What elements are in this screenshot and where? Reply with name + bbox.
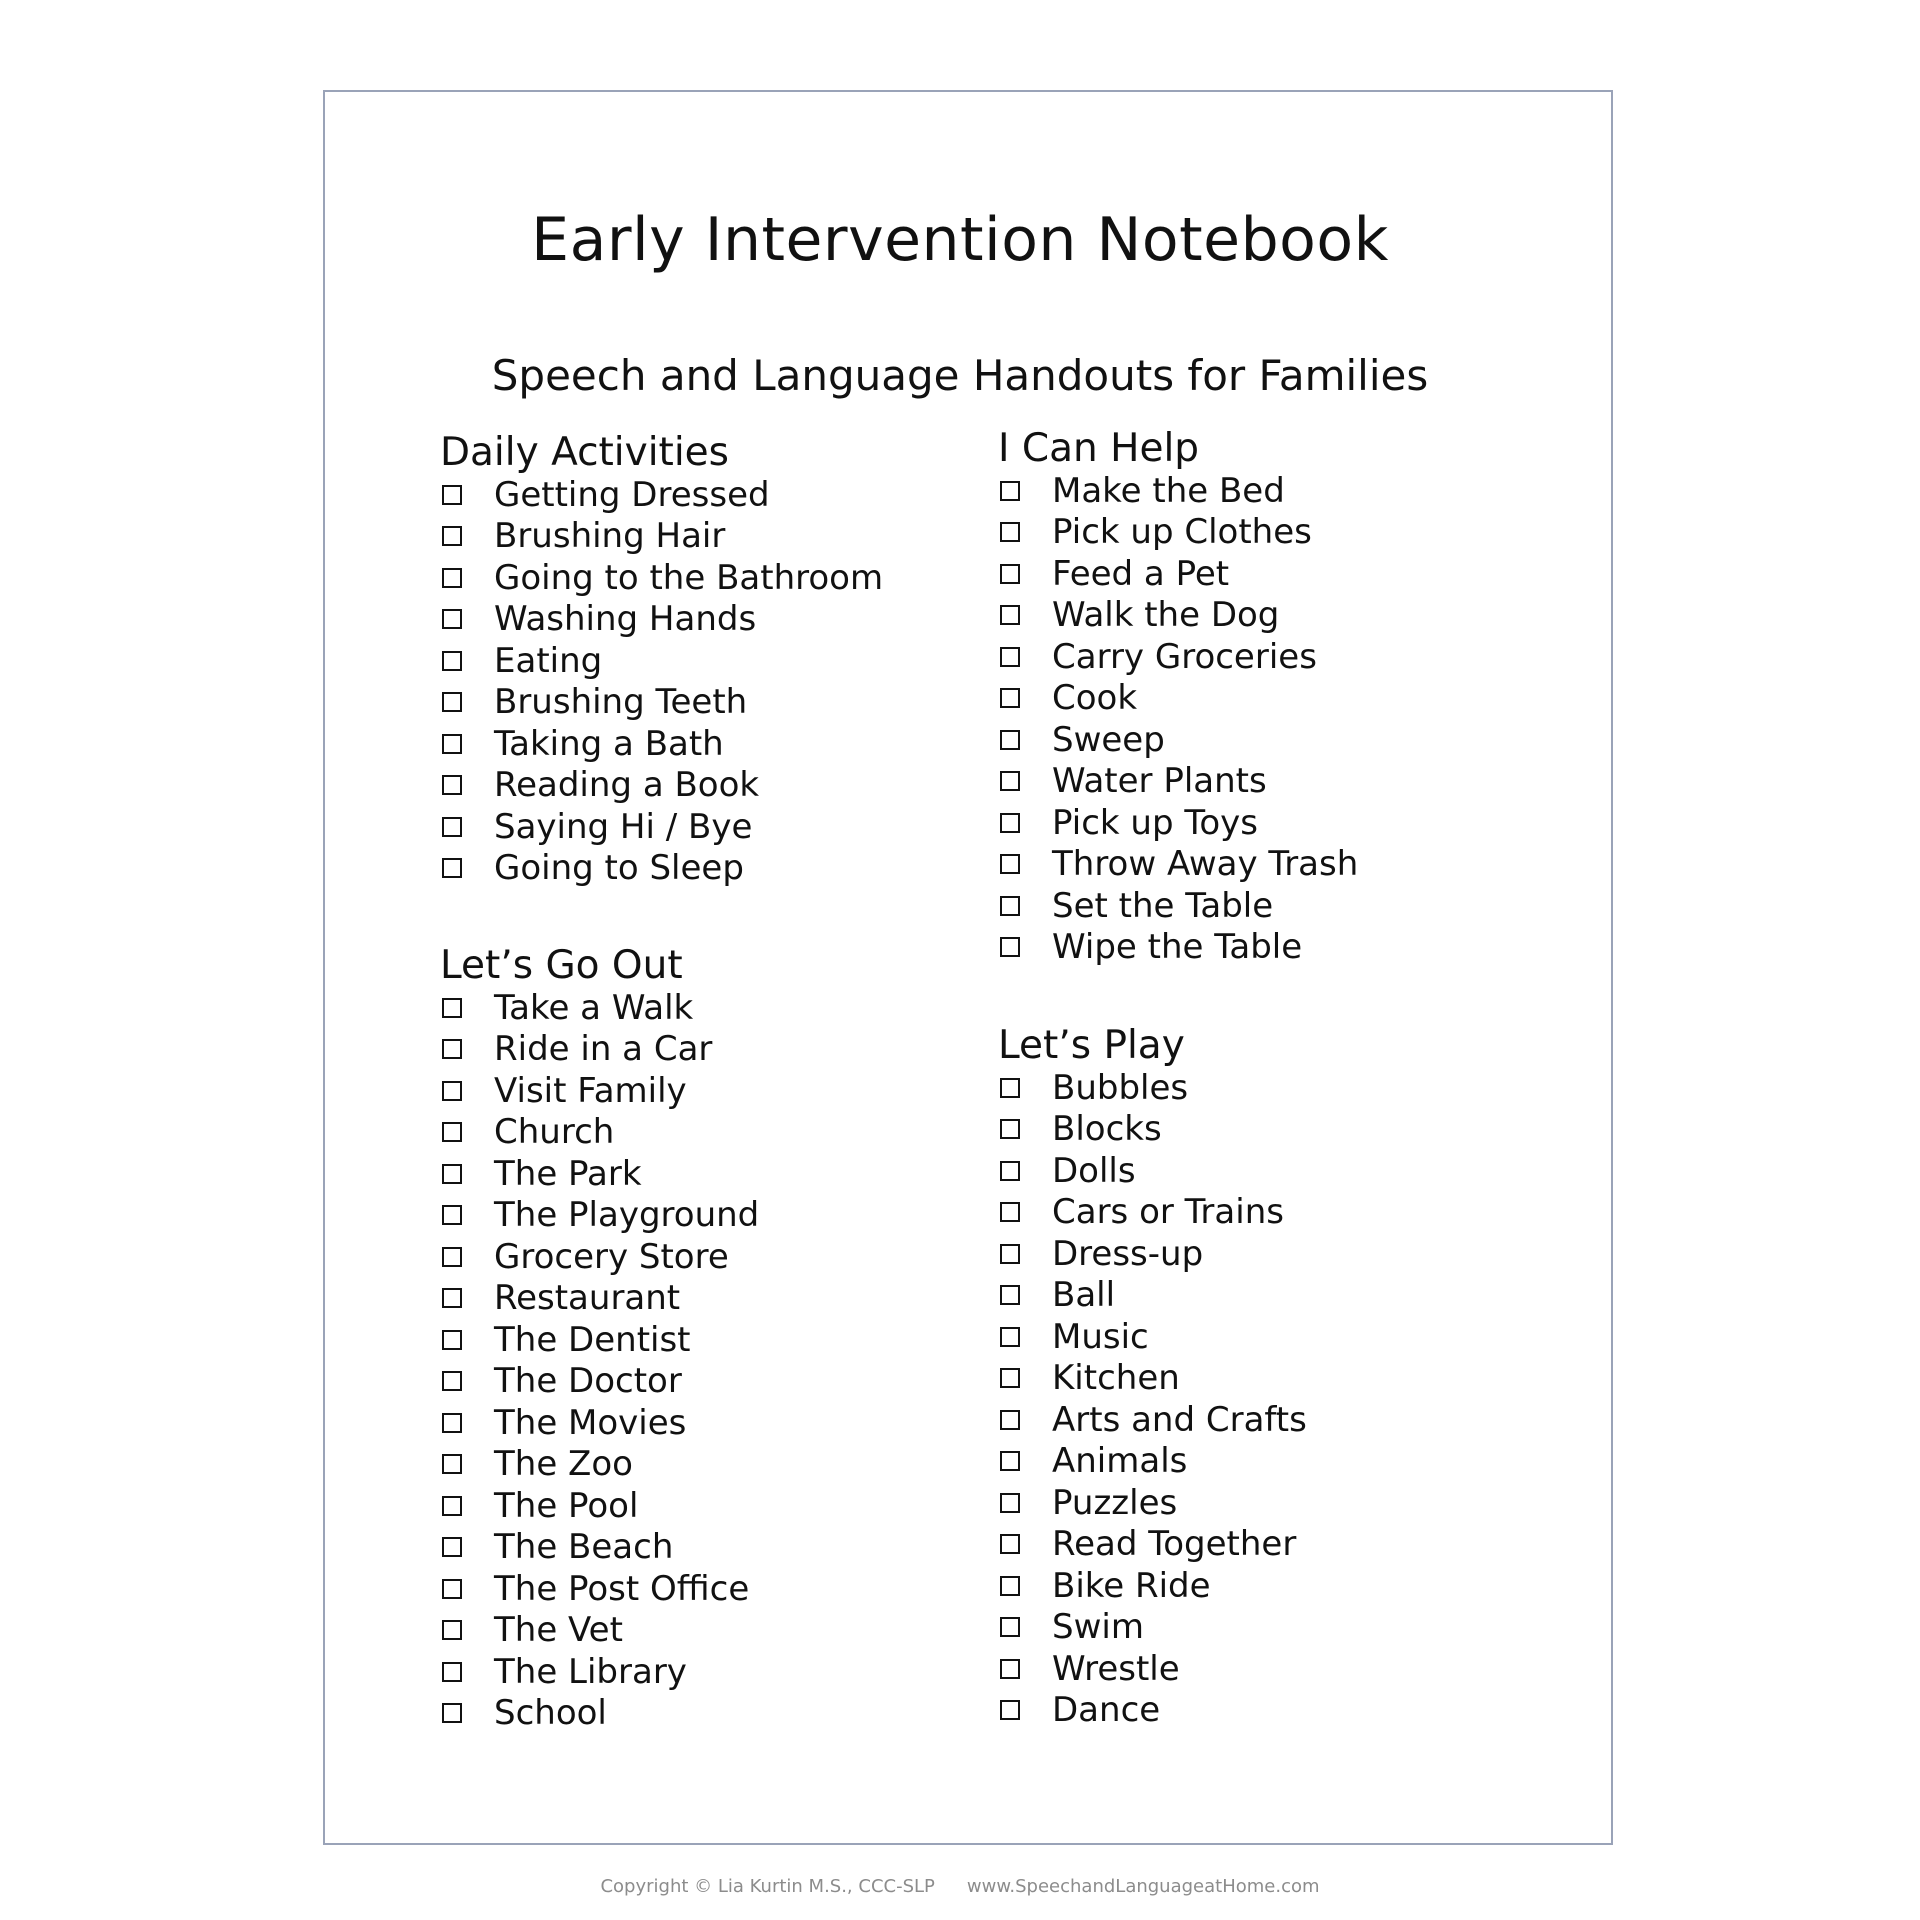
checklist-item xyxy=(998,512,1358,554)
checklist-item-label: Brushing Hair xyxy=(494,516,726,557)
checkbox[interactable] xyxy=(1000,605,1020,625)
checkbox[interactable] xyxy=(442,1662,462,1682)
checklist-item-label: Pick up Toys xyxy=(1052,802,1258,843)
checklist-item-label: Grocery Store xyxy=(494,1236,729,1277)
checkbox[interactable] xyxy=(442,1164,462,1184)
checklist-item-label: School xyxy=(494,1693,607,1734)
checklist-item-label: Walk the Dog xyxy=(1052,595,1280,636)
checkbox[interactable] xyxy=(442,817,462,837)
checkbox[interactable] xyxy=(442,1081,462,1101)
checkbox[interactable] xyxy=(442,1620,462,1640)
checkbox[interactable] xyxy=(442,998,462,1018)
checkbox[interactable] xyxy=(1000,1617,1020,1637)
checklist-item xyxy=(998,1399,1307,1441)
checklist-item xyxy=(998,1690,1307,1732)
checklist-item xyxy=(998,1192,1307,1234)
checklist-item xyxy=(998,1275,1307,1317)
checklist-item-label: Sweep xyxy=(1052,719,1165,760)
checkbox[interactable] xyxy=(1000,1493,1020,1513)
checklist-item xyxy=(998,595,1358,637)
checklist-item-label: Make the Bed xyxy=(1052,470,1285,511)
checklist-item xyxy=(440,1361,759,1403)
checklist-item-label: The Dentist xyxy=(494,1319,691,1360)
checklist-item-label: Dance xyxy=(1052,1690,1161,1731)
checklist-item xyxy=(440,1153,759,1195)
checkbox[interactable] xyxy=(1000,1202,1020,1222)
checklist-item-label: Pick up Clothes xyxy=(1052,512,1312,553)
checklist-item xyxy=(440,1402,759,1444)
checkbox[interactable] xyxy=(442,1039,462,1059)
checklist-item-label: Kitchen xyxy=(1052,1358,1180,1399)
checkbox[interactable] xyxy=(442,568,462,588)
checklist-item xyxy=(998,1150,1307,1192)
checklist-item-label: Take a Walk xyxy=(494,987,694,1028)
checkbox[interactable] xyxy=(442,1371,462,1391)
checkbox[interactable] xyxy=(1000,1534,1020,1554)
checklist-item-label: Throw Away Trash xyxy=(1052,844,1359,885)
checklist-item xyxy=(998,1648,1307,1690)
checklist-item-label: Bubbles xyxy=(1052,1067,1189,1108)
checklist-item-label: Taking a Bath xyxy=(494,723,724,764)
checklist-item xyxy=(998,885,1358,927)
checkbox[interactable] xyxy=(442,1413,462,1433)
checklist xyxy=(440,474,883,889)
checklist-item-label: Dolls xyxy=(1052,1150,1136,1191)
checklist-item-label: Ride in a Car xyxy=(494,1029,713,1070)
checklist-item-label: Read Together xyxy=(1052,1524,1297,1565)
checklist-item xyxy=(998,553,1358,595)
checklist-item xyxy=(440,987,759,1029)
checklist-item xyxy=(998,1565,1307,1607)
checkbox[interactable] xyxy=(442,1122,462,1142)
section-heading: Daily Activities xyxy=(440,430,729,475)
checklist-item xyxy=(440,474,883,516)
checklist-item-label: Music xyxy=(1052,1316,1149,1357)
footer xyxy=(0,1876,1920,1897)
checklist-item-label: The Pool xyxy=(494,1485,639,1526)
checkbox[interactable] xyxy=(1000,647,1020,667)
checkbox[interactable] xyxy=(442,1537,462,1557)
checklist-item-label: The Beach xyxy=(494,1527,674,1568)
section-daily-activities xyxy=(440,432,883,889)
checkbox[interactable] xyxy=(1000,1161,1020,1181)
checklist-item-label: Water Plants xyxy=(1052,761,1267,802)
checkbox[interactable] xyxy=(1000,1285,1020,1305)
section-lets-go-out xyxy=(440,945,759,1734)
checkbox[interactable] xyxy=(442,1703,462,1723)
checklist-item xyxy=(440,599,883,641)
checklist-item-label: Animals xyxy=(1052,1441,1188,1482)
checklist-item-label: Bike Ride xyxy=(1052,1565,1211,1606)
checkbox[interactable] xyxy=(1000,1410,1020,1430)
section-heading: I Can Help xyxy=(998,426,1200,471)
checklist-item-label: The Zoo xyxy=(494,1444,633,1485)
checklist-item xyxy=(998,1358,1307,1400)
checkbox[interactable] xyxy=(1000,1078,1020,1098)
checklist-item xyxy=(440,1485,759,1527)
checklist-item-label: The Library xyxy=(494,1651,687,1692)
checklist-item-label: Cars or Trains xyxy=(1052,1192,1284,1233)
checklist-item xyxy=(998,927,1358,969)
section-i-can-help xyxy=(998,428,1358,968)
checkbox[interactable] xyxy=(442,485,462,505)
page-title: Early Intervention Notebook xyxy=(531,205,1389,275)
checklist-item-label: The Doctor xyxy=(494,1361,682,1402)
checklist-item xyxy=(440,1319,759,1361)
checkbox[interactable] xyxy=(1000,1576,1020,1596)
checklist-item-label: Brushing Teeth xyxy=(494,682,748,723)
checkbox[interactable] xyxy=(442,1288,462,1308)
footer-copyright: Copyright © Lia Kurtin M.S., CCC-SLP xyxy=(600,1876,935,1897)
checklist-item-label: Church xyxy=(494,1112,615,1153)
checklist-item-label: Wipe the Table xyxy=(1052,927,1303,968)
checklist-item-label: The Movies xyxy=(494,1402,687,1443)
checklist-item xyxy=(440,1693,759,1735)
checklist-item-label: Going to Sleep xyxy=(494,848,744,889)
checkbox[interactable] xyxy=(1000,730,1020,750)
checkbox[interactable] xyxy=(1000,564,1020,584)
checklist-item-label: Restaurant xyxy=(494,1278,681,1319)
checklist-item-label: Dress-up xyxy=(1052,1233,1204,1274)
checklist-item-label: Reading a Book xyxy=(494,765,760,806)
checklist-item xyxy=(998,719,1358,761)
checkbox[interactable] xyxy=(1000,937,1020,957)
checkbox[interactable] xyxy=(442,1247,462,1267)
checklist-item xyxy=(440,1651,759,1693)
checklist-item xyxy=(998,1441,1307,1483)
section-lets-play xyxy=(998,1025,1307,1731)
checklist-item xyxy=(440,1195,759,1237)
checkbox[interactable] xyxy=(1000,1119,1020,1139)
checklist-item xyxy=(440,1029,759,1071)
checkbox[interactable] xyxy=(1000,522,1020,542)
checklist xyxy=(998,1067,1307,1731)
checkbox[interactable] xyxy=(1000,813,1020,833)
checkbox[interactable] xyxy=(442,1330,462,1350)
checklist-item-label: Puzzles xyxy=(1052,1482,1178,1523)
checklist-item-label: The Vet xyxy=(494,1610,623,1651)
checklist-item xyxy=(440,806,883,848)
footer-website: www.SpeechandLanguageatHome.com xyxy=(966,1876,1320,1897)
checklist-item-label: Washing Hands xyxy=(494,599,757,640)
checklist-item xyxy=(998,678,1358,720)
checkbox[interactable] xyxy=(1000,1244,1020,1264)
checklist-item xyxy=(440,1236,759,1278)
checklist-item xyxy=(998,1524,1307,1566)
checklist-item xyxy=(998,1067,1307,1109)
checkbox[interactable] xyxy=(1000,771,1020,791)
checklist-item-label: The Park xyxy=(494,1153,642,1194)
checklist-item xyxy=(998,761,1358,803)
checkbox[interactable] xyxy=(1000,854,1020,874)
checklist-item xyxy=(440,1070,759,1112)
checklist-item xyxy=(998,1233,1307,1275)
checklist-item xyxy=(440,516,883,558)
checklist xyxy=(998,470,1358,968)
checklist-item-label: Set the Table xyxy=(1052,885,1274,926)
checklist-item xyxy=(998,844,1358,886)
checkbox[interactable] xyxy=(442,1579,462,1599)
checklist-item xyxy=(440,723,883,765)
checkbox[interactable] xyxy=(442,609,462,629)
checkbox[interactable] xyxy=(442,1496,462,1516)
checklist-item-label: Feed a Pet xyxy=(1052,553,1230,594)
checklist-item xyxy=(440,1278,759,1320)
checklist-item xyxy=(440,1610,759,1652)
checklist-item xyxy=(440,1527,759,1569)
checkbox[interactable] xyxy=(1000,1700,1020,1720)
checklist-item xyxy=(998,802,1358,844)
checklist-item-label: Carry Groceries xyxy=(1052,636,1317,677)
section-heading: Let’s Play xyxy=(998,1023,1185,1068)
checklist-item xyxy=(440,848,883,890)
checklist-item xyxy=(440,682,883,724)
checklist-item-label: Swim xyxy=(1052,1607,1144,1648)
page-subtitle: Speech and Language Handouts for Families xyxy=(491,351,1429,400)
checklist-item xyxy=(440,640,883,682)
checklist-item xyxy=(440,1568,759,1610)
checklist-item-label: Eating xyxy=(494,640,603,681)
checkbox[interactable] xyxy=(442,858,462,878)
checklist-item-label: Cook xyxy=(1052,678,1138,719)
checklist-item-label: The Post Office xyxy=(494,1568,750,1609)
checkbox[interactable] xyxy=(442,1205,462,1225)
checkbox[interactable] xyxy=(1000,1327,1020,1347)
checklist-item-label: The Playground xyxy=(494,1195,760,1236)
checklist-item-label: Arts and Crafts xyxy=(1052,1399,1307,1440)
checkbox[interactable] xyxy=(442,1454,462,1474)
checkbox[interactable] xyxy=(442,775,462,795)
checkbox[interactable] xyxy=(1000,1659,1020,1679)
checkbox[interactable] xyxy=(442,651,462,671)
checklist-item xyxy=(440,1444,759,1486)
checklist-item-label: Saying Hi / Bye xyxy=(494,806,753,847)
checklist-item-label: Getting Dressed xyxy=(494,474,770,515)
checkbox[interactable] xyxy=(442,692,462,712)
checklist-item xyxy=(998,470,1358,512)
checklist-item-label: Blocks xyxy=(1052,1109,1162,1150)
checkbox[interactable] xyxy=(1000,688,1020,708)
checklist-item xyxy=(998,1109,1307,1151)
checkbox[interactable] xyxy=(1000,481,1020,501)
checklist-item xyxy=(998,1316,1307,1358)
checklist-item-label: Visit Family xyxy=(494,1070,687,1111)
checklist-item xyxy=(998,1607,1307,1649)
section-heading: Let’s Go Out xyxy=(440,943,683,988)
checkbox[interactable] xyxy=(442,526,462,546)
checkbox[interactable] xyxy=(1000,896,1020,916)
checklist-item xyxy=(440,557,883,599)
checklist-item-label: Wrestle xyxy=(1052,1648,1180,1689)
checkbox[interactable] xyxy=(442,734,462,754)
checklist-item-label: Ball xyxy=(1052,1275,1116,1316)
checkbox[interactable] xyxy=(1000,1451,1020,1471)
checklist-item xyxy=(440,1112,759,1154)
checklist-item xyxy=(998,636,1358,678)
checklist-item xyxy=(440,765,883,807)
checkbox[interactable] xyxy=(1000,1368,1020,1388)
checklist-item xyxy=(998,1482,1307,1524)
checklist xyxy=(440,987,759,1734)
checklist-item-label: Going to the Bathroom xyxy=(494,557,884,598)
